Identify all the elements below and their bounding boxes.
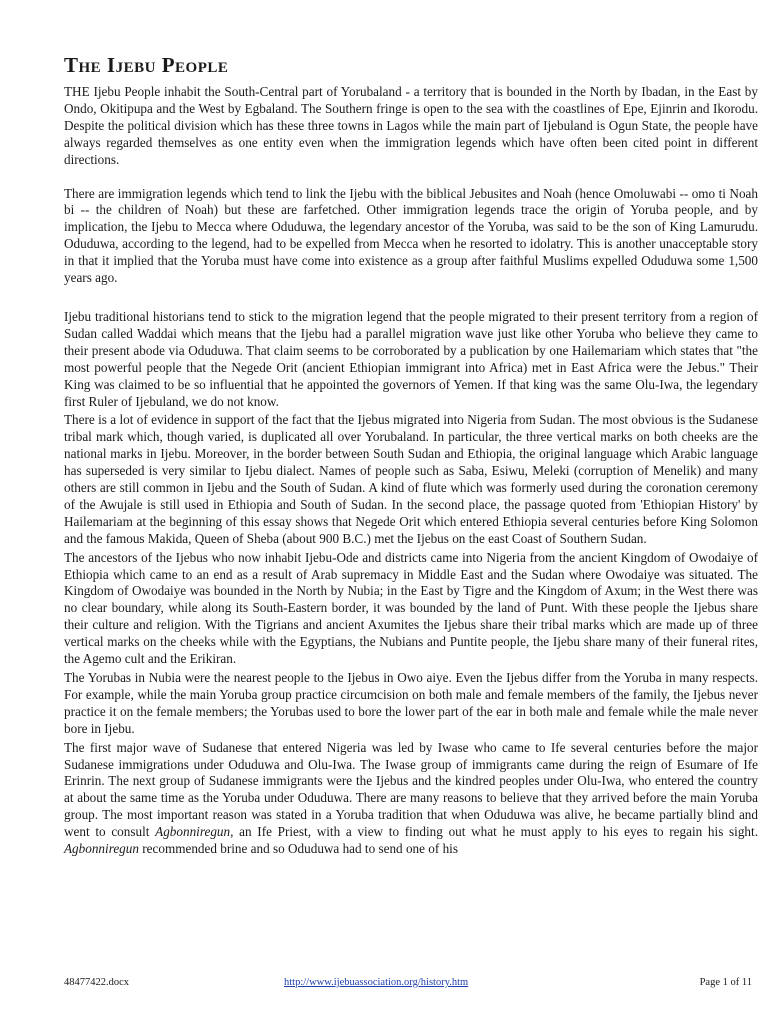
- paragraph-7-text-c: an Ife Priest, with a view to finding out what he must apply to his eyes to regain his sight.: [233, 824, 758, 840]
- paragraph-3: Ijebu traditional historians tend to stick to the migration legend that the people migrated to their present territory from a region of Sudan called Waddai which means that the Ijebu had a parallel migration wave just like other Yoruba who believe they came to their present abode via Oduduwa. That claim seems to be corroborated by a publication by one Hailemariam which states that "the most powerful people that the Negede Orit (ancient Ethiopian immigrant into Africa) met in East Africa were the Jebus." Their King was claimed to be so influential that he appointed the governors of Yemen. If that king was the same Olu-Iwa, the legendary first Ruler of Ijebuland, we do not know.: [64, 308, 758, 409]
- page-title: The Ijebu People: [64, 53, 229, 77]
- paragraph-6: The Yorubas in Nubia were the nearest people to the Ijebus in Owo aiye. Even the Ijebus differ from the Yoruba in many respects. For example, while the main Yoruba group practice circumcision on both male and female members of the family, the Ijebus never practice it on the female members; the Yorubas used to bore the lower part of the ear in both male and female while the male never bore in Ijebu.: [64, 670, 758, 736]
- footer-url-link[interactable]: http://www.ijebuassociation.org/history.htm: [284, 977, 469, 988]
- document-page: [64, 52, 758, 858]
- paragraph-7-text-a: The first major wave of Sudanese that entered Nigeria was led by Iwase who came to Ife several centuries before the major Sudanese immigrations under Oduduwa and Olu-Iwa. The Iwase group of immigrants came during the reign of Esumare of Ife Erinrin. The next group of Sudanese immigrants were the Ijebus and the kindred peoples under Olu-Iwa, who entered the country at about the same time as the Yoruba under Oduduwa. There are many reasons to believe that they arrived before the main Yoruba group. The most important reason was stated in a Yoruba tradition that when Oduduwa was alive, he became partially blind and went to consult: [64, 739, 758, 840]
- paragraph-1: THE Ijebu People inhabit the South-Central part of Yorubaland - a territory that is bounded in the North by Ibadan, in the East by Ondo, Okitipupa and the West by Egbaland. The Southern fringe is open to the sea with the coastlines of Epe, Ejinrin and Ikorodu. Despite the political division which has these three towns in Lagos while the main part of Ijebuland is Ogun State, the people have always regarded themselves as one entity even when the immigration legends which have often been cited point in different directions.: [64, 84, 758, 167]
- priest-name-2: Agbonniregun: [64, 841, 139, 857]
- priest-name-1: Agbonniregun,: [155, 824, 234, 840]
- paragraph-2: There are immigration legends which tend to link the Ijebu with the biblical Jebusites and Noah (hence Omoluwabi -- omo ti Noah bi -- the children of Noah) but these are farfetched. Other immigration legends trace the origin of Yoruba people, and by implication, the Ijebu to Mecca where Oduduwa, the legendary ancestor of the Yoruba, was said to be the son of King Lamurudu. Oduduwa, according to the legend, had to be expelled from Mecca when he resorted to idolatry. This is another unacceptable story in that it implied that the Yoruba must have come into existence as a group after faithful Muslims expelled Oduduwa some 1,500 years ago.: [64, 185, 758, 286]
- footer-filename: 48477422.docx: [64, 977, 130, 988]
- paragraph-7-text-e: recommended brine and so Oduduwa had to send one of his: [138, 841, 458, 857]
- paragraph-5: The ancestors of the Ijebus who now inhabit Ijebu-Ode and districts came into Nigeria from the ancient Kingdom of Owodaiye of Ethiopia which came to an end as a result of Arab supremacy in Middle East and the Sudan where Owodaiye was situated. The Kingdom of Owodaiye was bounded in the North by Nubia; in the East by Tigre and the Kingdom of Axum; in the West there was no clear boundary, while along its South-Eastern border, it was bounded by the land of Punt. With these people the Ijebus share their culture and religion. With the Tigrians and ancient Axumites the Ijebus share their tribal marks which are made up of three vertical marks on the cheeks while with the Egyptians, the Nubians and Puntite people, the Ijebu share many of their funeral rites, the Agemo cult and the Erikiran.: [64, 549, 758, 667]
- footer-page-number: Page 1 of 11: [699, 977, 752, 988]
- paragraph-7: [64, 740, 758, 858]
- paragraph-4: There is a lot of evidence in support of the fact that the Ijebus migrated into Nigeria from Sudan. The most obvious is the Sudanese tribal mark which, though varied, is duplicated all over Yorubaland. In particular, the three vertical marks on both cheeks are the national marks in Ijebu. Moreover, in the border between South Sudan and Ethiopia, the original language which Arabic language has superseded is very similar to Ijebu dialect. Names of people such as Saba, Esiwu, Meleki (corruption of Menelik) and many others are still common in Ijebu and the South of Sudan. A kind of flute which was formerly used during the coronation ceremony of the Awujale is still used in Ethiopia and South of Sudan. In the second place, the passage quoted from 'Ethiopian History' by Hailemariam at the beginning of this essay shows that Negede Orit which entered Ethiopia several centuries before King Solomon and the famous Makida, Queen of Sheba (about 900 B.C.) met the Ijebus on the east Coast of Southern Sudan.: [64, 412, 758, 546]
